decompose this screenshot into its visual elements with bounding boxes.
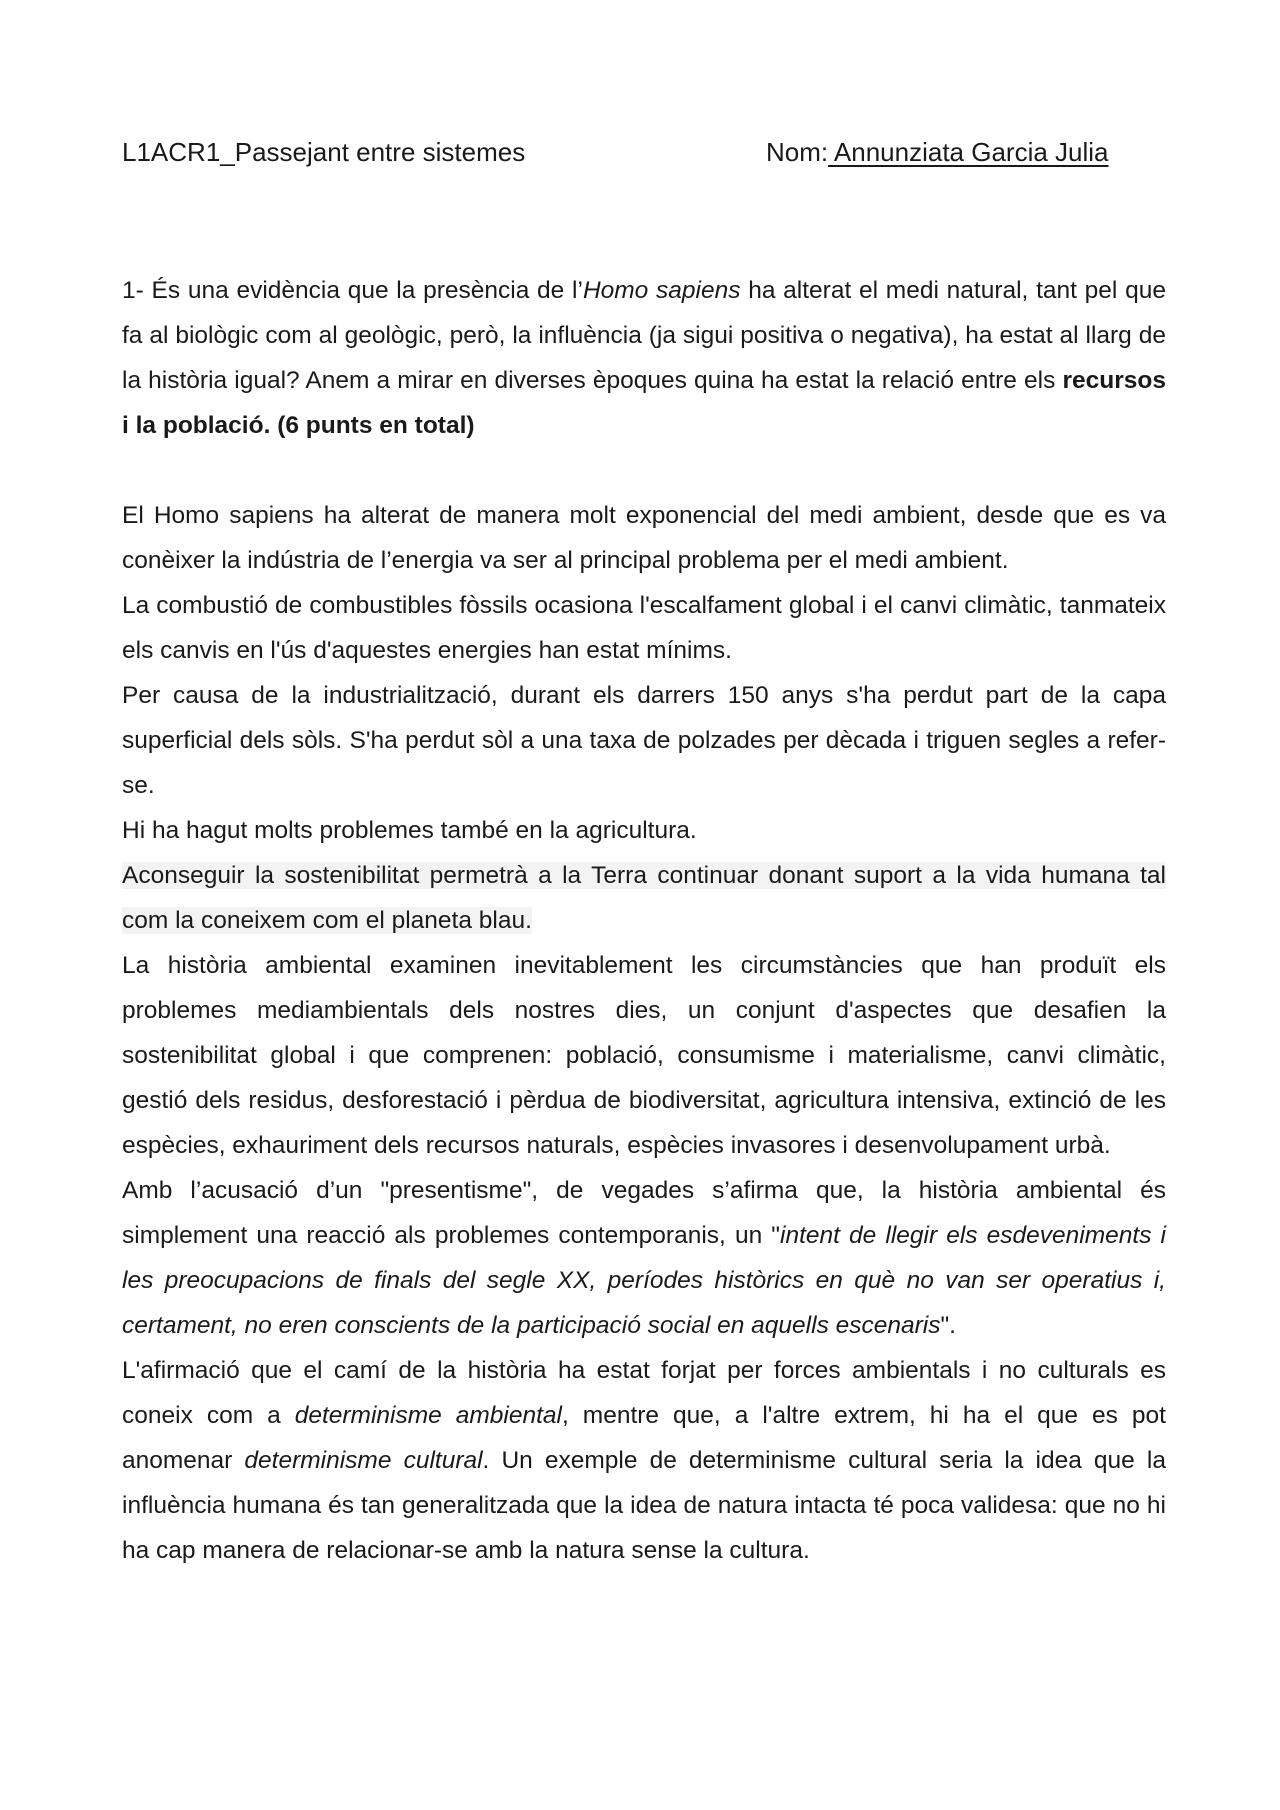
question-bold: recursos i la població. (6 punts en total) (122, 367, 1166, 439)
p7-text-a: Amb l’acusació d’un "presentisme", de vegades s’afirma que, la història ambiental és simplement una reacció als problemes contemporanis, un " (122, 1177, 1166, 1249)
p7-italic-quote: intent de llegir els esdeveniments i les preocupacions de finals del segle XX, períodes històrics en què no van ser operatius i, certament, no eren conscients de la participació social en aquells escenaris (122, 1222, 1166, 1339)
answer-paragraph-4: Hi ha hagut molts problemes també en la agricultura. (122, 817, 697, 844)
answer-paragraph-7 (122, 1168, 1166, 1348)
p8-text-a: L'afirmació que el camí de la història ha estat forjat per forces ambientals i no culturals es coneix com a (122, 1357, 1166, 1429)
name-label: Nom: (766, 137, 829, 167)
answer-paragraph-2: La combustió de combustibles fòssils ocasiona l'escalfament global i el canvi climàtic, tanmateix els canvis en l'ús d'aquestes energies han estat mínims. (122, 592, 1166, 664)
paragraph-gap (122, 448, 1166, 493)
p8-italic-1: determinisme ambiental (294, 1402, 562, 1429)
answer-paragraph-8 (122, 1348, 1166, 1573)
name-value: Annunziata Garcia Julia (828, 137, 1109, 167)
answer-paragraph-5 (122, 853, 1166, 943)
question-italic: Homo sapiens (582, 277, 741, 304)
p8-text-c: . Un exemple de determinisme cultural seria la idea que la influència humana és tan generalitzada que la idea de natura intacta té poca validesa: que no hi ha cap manera de relacionar-se amb la natura sense la cultura. (122, 1447, 1166, 1564)
document-title: L1ACR1_Passejant entre sistemes (122, 137, 526, 167)
p7-text-b: ". (940, 1312, 956, 1339)
question-text-1: 1- És una evidència que la presència de l’ (122, 277, 583, 304)
p8-text-b: , mentre que, a l'altre extrem, hi ha el que es pot anomenar (122, 1402, 1166, 1474)
question-text-2: ha alterat el medi natural, tant pel que fa al biològic com al geològic, però, la influència (ja sigui positiva o negativa), ha estat al llarg de la història igual? Anem a mirar en diverses èpoques quina ha estat la relació entre els (122, 277, 1166, 394)
question-paragraph (122, 268, 1166, 448)
answer-paragraph-1: El Homo sapiens ha alterat de manera molt exponencial del medi ambient, desde que es va conèixer la indústria de l’energia va ser al principal problema per el medi ambient. (122, 502, 1166, 574)
p8-italic-2: determinisme cultural (244, 1447, 483, 1474)
answer-paragraph-3: Per causa de la industrialització, durant els darrers 150 anys s'ha perdut part de la capa superficial dels sòls. S'ha perdut sòl a una taxa de polzades per dècada i triguen segles a refer-se. (122, 682, 1166, 799)
answer-paragraph-6: La història ambiental examinen inevitablement les circumstàncies que han produït els problemes mediambientals dels nostres dies, un conjunt d'aspectes que desafien la sostenibilitat global i que comprenen: població, consumisme i materialisme, canvi climàtic, gestió dels residus, desforestació i pèrdua de biodiversitat, agricultura intensiva, extinció de les espècies, exhauriment dels recursos naturals, espècies invasores i desenvolupament urbà. (122, 952, 1166, 1159)
highlighted-text: Aconseguir la sostenibilitat permetrà a la Terra continuar donant suport a la vida humana tal com la coneixem com el planeta blau. (122, 862, 1166, 934)
student-name (766, 136, 1109, 168)
document-body (122, 268, 1166, 1573)
